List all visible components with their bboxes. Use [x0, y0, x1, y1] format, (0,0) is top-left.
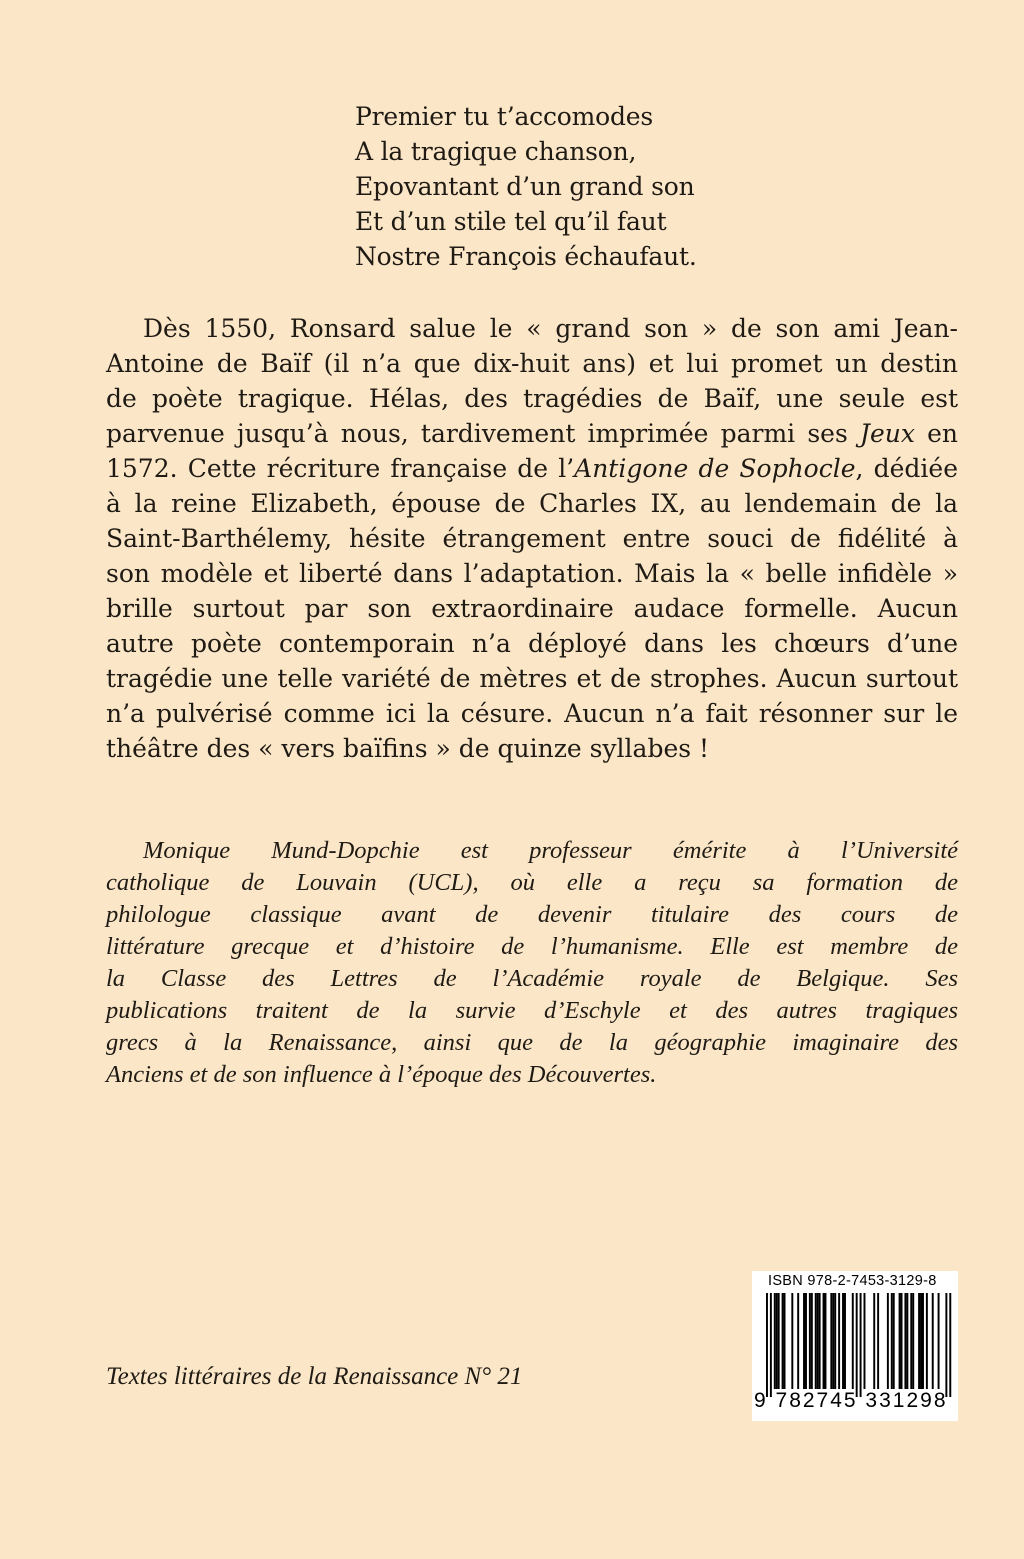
description-line: de poète tragique. Hélas, des tragédies de Baïf, une seule est — [106, 384, 958, 413]
barcode-bar — [830, 1293, 832, 1389]
barcode-bar — [877, 1293, 879, 1389]
author-bio — [106, 835, 958, 1091]
barcode-bar — [901, 1293, 903, 1389]
barcode-bar — [891, 1293, 893, 1389]
barcode-guard-bar — [766, 1293, 768, 1397]
barcode-bar — [803, 1293, 805, 1389]
barcode-bar — [920, 1293, 922, 1389]
barcode-bar — [912, 1293, 914, 1389]
barcode-bar — [805, 1293, 807, 1389]
barcode-bar — [811, 1293, 813, 1389]
work-title-jeux: Jeux — [859, 419, 915, 448]
description-line: tragédie une telle variété de mètres et de strophes. Aucun surtout — [106, 664, 958, 693]
barcode-bar — [906, 1293, 908, 1389]
barcode-bar — [864, 1293, 866, 1389]
barcode-bar — [842, 1293, 844, 1389]
barcode-bar — [817, 1293, 819, 1389]
description-line: Antoine de Baïf (il n’a que dix-huit ans) et lui promet un destin — [106, 349, 958, 378]
book-description — [106, 311, 958, 766]
bio-line: Monique Mund-Dopchie est professeur émérite à l’Université — [143, 837, 958, 864]
barcode-guard-bar — [949, 1293, 951, 1397]
barcode-bar — [844, 1293, 846, 1389]
isbn-barcode — [752, 1271, 958, 1421]
bio-line: littérature grecque et d’histoire de l’humanisme. Elle est membre de — [106, 933, 958, 960]
barcode-bar — [819, 1293, 821, 1389]
work-title-antigone: Antigone de Sophocle — [574, 454, 856, 483]
barcode-bar — [782, 1293, 784, 1389]
poem-line: Et d’un stile tel qu’il faut — [355, 207, 667, 236]
barcode-bar — [932, 1293, 934, 1389]
barcode-guard-bar — [770, 1293, 772, 1397]
poem-line: Premier tu t’accomodes — [355, 102, 653, 131]
barcode-bar — [774, 1293, 776, 1389]
barcode-guard-bar — [945, 1293, 947, 1397]
description-line: brille surtout par son extraordinaire audace formelle. Aucun — [106, 594, 958, 623]
barcode-bar — [893, 1293, 895, 1389]
barcode-bar — [899, 1293, 901, 1389]
isbn-number: ISBN 978-2-7453-3129-8 — [768, 1273, 937, 1289]
ean-digits: 9 782745 331298 — [754, 1389, 948, 1412]
bio-line: la Classe des Lettres de l’Académie royale de Belgique. Ses — [106, 965, 958, 992]
barcode-bar — [834, 1293, 836, 1389]
barcode-bar — [918, 1293, 920, 1389]
barcode-bar — [873, 1293, 875, 1389]
barcode-bar — [926, 1293, 928, 1389]
poem-line: Nostre François échaufaut. — [355, 242, 697, 271]
bio-line: Anciens et de son influence à l’époque des Découvertes. — [106, 1061, 657, 1088]
barcode-bar — [922, 1293, 924, 1389]
barcode-guard-bar — [856, 1293, 858, 1397]
barcode-bar — [823, 1293, 825, 1389]
description-line: autre poète contemporain n’a déployé dans les chœurs d’une — [106, 629, 958, 658]
barcode-bar — [825, 1293, 827, 1389]
description-line: Dès 1550, Ronsard salue le « grand son » de son ami Jean- — [143, 314, 958, 343]
description-line: n’a pulvérisé comme ici la césure. Aucun n’a fait résonner sur le — [106, 699, 958, 728]
series-label: Textes littéraires de la Renaissance N° 21 — [106, 1363, 523, 1390]
description-line: son modèle et liberté dans l’adaptation. Mais la « belle infidèle » — [106, 559, 958, 588]
barcode-bar — [887, 1293, 889, 1389]
barcode-bar — [832, 1293, 834, 1389]
bio-line: philologue classique avant de devenir titulaire des cours de — [106, 901, 958, 928]
barcode-bar — [776, 1293, 778, 1389]
description-line: Saint-Barthélemy, hésite étrangement entre souci de fidélité à — [106, 524, 958, 553]
bio-line: catholique de Louvain (UCL), où elle a reçu sa formation de — [106, 869, 958, 896]
description-line: théâtre des « vers baïfins » de quinze syllabes ! — [106, 734, 710, 763]
barcode-bar — [910, 1293, 912, 1389]
barcode-bar — [778, 1293, 780, 1389]
poem-line: A la tragique chanson, — [355, 137, 637, 166]
barcode-bar — [815, 1293, 817, 1389]
barcode-bar — [838, 1293, 840, 1389]
bio-line: publications traitent de la survie d’Eschyle et des autres tragiques — [106, 997, 958, 1024]
barcode-bar — [938, 1293, 940, 1389]
barcode-bar — [791, 1293, 793, 1389]
barcode-bar — [797, 1293, 799, 1389]
bio-line: grecs à la Renaissance, ainsi que de la géographie imaginaire des — [106, 1029, 958, 1056]
epigraph-poem — [355, 99, 855, 274]
barcode-bar — [852, 1293, 854, 1389]
barcode-bar — [904, 1293, 906, 1389]
description-line: 1572. Cette récriture française de l’Antigone de Sophocle, dédiée — [106, 454, 958, 483]
description-line: parvenue jusqu’à nous, tardivement imprimée parmi ses Jeux en — [106, 419, 958, 448]
barcode-guard-bar — [860, 1293, 862, 1397]
description-line: à la reine Elizabeth, épouse de Charles IX, au lendemain de la — [106, 489, 958, 518]
poem-line: Epovantant d’un grand son — [355, 172, 695, 201]
barcode-bar — [809, 1293, 811, 1389]
barcode-bar — [784, 1293, 786, 1389]
